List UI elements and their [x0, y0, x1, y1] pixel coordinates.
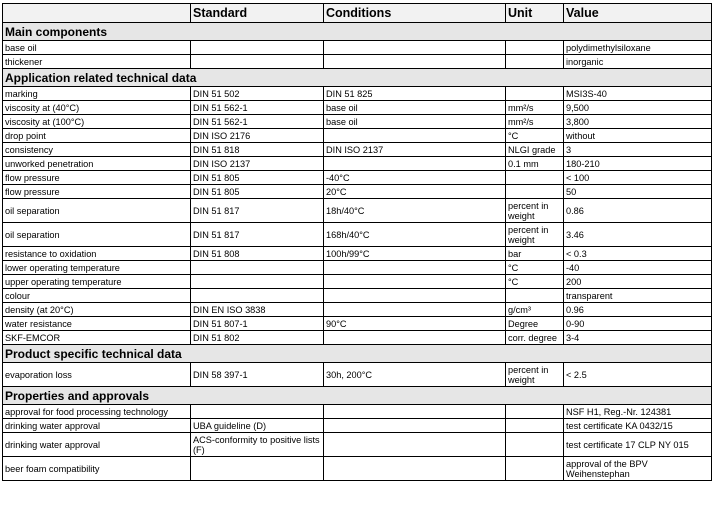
cell-standard: [191, 261, 324, 275]
cell-conditions: 168h/40°C: [324, 223, 506, 247]
cell-parameter: viscosity at (100°C): [3, 115, 191, 129]
cell-conditions: [324, 261, 506, 275]
table-row: [3, 331, 712, 345]
cell-parameter: oil separation: [3, 223, 191, 247]
cell-unit: 0.1 mm: [506, 157, 564, 171]
cell-value: 3,800: [564, 115, 712, 129]
cell-standard: UBA guideline (D): [191, 419, 324, 433]
section-header-row: [3, 23, 712, 41]
cell-unit: mm²/s: [506, 115, 564, 129]
cell-value: 50: [564, 185, 712, 199]
cell-standard: DIN 58 397-1: [191, 363, 324, 387]
cell-unit: [506, 419, 564, 433]
cell-standard: [191, 457, 324, 481]
header-row: [3, 4, 712, 23]
cell-value: NSF H1, Reg.-Nr. 124381: [564, 405, 712, 419]
cell-standard: DIN 51 817: [191, 199, 324, 223]
cell-value: approval of the BPV Weihenstephan: [564, 457, 712, 481]
cell-parameter: water resistance: [3, 317, 191, 331]
cell-standard: DIN 51 562-1: [191, 115, 324, 129]
cell-value: < 2.5: [564, 363, 712, 387]
cell-conditions: [324, 405, 506, 419]
header-unit: Unit: [506, 4, 564, 23]
cell-standard: DIN 51 807-1: [191, 317, 324, 331]
cell-unit: Degree: [506, 317, 564, 331]
cell-unit: mm²/s: [506, 101, 564, 115]
cell-conditions: [324, 331, 506, 345]
cell-standard: [191, 41, 324, 55]
cell-conditions: 90°C: [324, 317, 506, 331]
cell-unit: percent in weight: [506, 223, 564, 247]
cell-conditions: DIN 51 825: [324, 87, 506, 101]
cell-parameter: flow pressure: [3, 171, 191, 185]
table-row: [3, 185, 712, 199]
cell-standard: DIN 51 805: [191, 171, 324, 185]
cell-standard: DIN 51 502: [191, 87, 324, 101]
cell-parameter: viscosity at (40°C): [3, 101, 191, 115]
cell-value: 0.96: [564, 303, 712, 317]
table-row: [3, 275, 712, 289]
cell-conditions: DIN ISO 2137: [324, 143, 506, 157]
cell-parameter: SKF-EMCOR: [3, 331, 191, 345]
table-row: [3, 457, 712, 481]
cell-parameter: drinking water approval: [3, 433, 191, 457]
cell-conditions: base oil: [324, 115, 506, 129]
cell-standard: [191, 275, 324, 289]
cell-value: transparent: [564, 289, 712, 303]
cell-conditions: [324, 157, 506, 171]
section-title: Application related technical data: [3, 69, 712, 87]
cell-conditions: [324, 289, 506, 303]
cell-parameter: drop point: [3, 129, 191, 143]
cell-conditions: [324, 41, 506, 55]
cell-standard: DIN EN ISO 3838: [191, 303, 324, 317]
cell-value: 3-4: [564, 331, 712, 345]
cell-value: -40: [564, 261, 712, 275]
table-row: [3, 405, 712, 419]
cell-standard: [191, 405, 324, 419]
cell-value: polydimethylsiloxane: [564, 41, 712, 55]
table-row: [3, 363, 712, 387]
section-title: Product specific technical data: [3, 345, 712, 363]
table-row: [3, 101, 712, 115]
cell-parameter: approval for food processing technology: [3, 405, 191, 419]
cell-value: 9,500: [564, 101, 712, 115]
cell-value: 0-90: [564, 317, 712, 331]
cell-unit: [506, 171, 564, 185]
cell-conditions: [324, 433, 506, 457]
cell-standard: DIN 51 808: [191, 247, 324, 261]
header-conditions: Conditions: [324, 4, 506, 23]
cell-parameter: thickener: [3, 55, 191, 69]
cell-conditions: [324, 55, 506, 69]
table-row: [3, 129, 712, 143]
cell-value: < 100: [564, 171, 712, 185]
cell-parameter: base oil: [3, 41, 191, 55]
cell-unit: percent in weight: [506, 199, 564, 223]
section-title: Properties and approvals: [3, 387, 712, 405]
cell-value: 0.86: [564, 199, 712, 223]
cell-value: MSI3S-40: [564, 87, 712, 101]
cell-standard: DIN 51 805: [191, 185, 324, 199]
cell-value: inorganic: [564, 55, 712, 69]
table-row: [3, 433, 712, 457]
cell-parameter: oil separation: [3, 199, 191, 223]
cell-parameter: marking: [3, 87, 191, 101]
cell-parameter: evaporation loss: [3, 363, 191, 387]
cell-conditions: [324, 457, 506, 481]
cell-parameter: flow pressure: [3, 185, 191, 199]
section-header-row: [3, 387, 712, 405]
cell-standard: [191, 55, 324, 69]
table-row: [3, 41, 712, 55]
cell-unit: [506, 55, 564, 69]
cell-parameter: colour: [3, 289, 191, 303]
cell-value: < 0.3: [564, 247, 712, 261]
cell-unit: percent in weight: [506, 363, 564, 387]
table-row: [3, 143, 712, 157]
cell-unit: [506, 289, 564, 303]
cell-standard: DIN ISO 2176: [191, 129, 324, 143]
cell-standard: ACS-conformity to positive lists (F): [191, 433, 324, 457]
cell-unit: °C: [506, 275, 564, 289]
cell-parameter: drinking water approval: [3, 419, 191, 433]
cell-parameter: resistance to oxidation: [3, 247, 191, 261]
table-row: [3, 115, 712, 129]
cell-unit: g/cm³: [506, 303, 564, 317]
cell-standard: DIN 51 562-1: [191, 101, 324, 115]
cell-value: without: [564, 129, 712, 143]
table-row: [3, 419, 712, 433]
section-header-row: [3, 69, 712, 87]
cell-conditions: 30h, 200°C: [324, 363, 506, 387]
cell-standard: DIN 51 817: [191, 223, 324, 247]
cell-parameter: upper operating temperature: [3, 275, 191, 289]
cell-parameter: consistency: [3, 143, 191, 157]
cell-conditions: [324, 303, 506, 317]
cell-parameter: unworked penetration: [3, 157, 191, 171]
cell-conditions: base oil: [324, 101, 506, 115]
cell-parameter: beer foam compatibility: [3, 457, 191, 481]
header-parameter: [3, 4, 191, 23]
table-row: [3, 247, 712, 261]
cell-unit: [506, 87, 564, 101]
section-title: Main components: [3, 23, 712, 41]
cell-value: test certificate KA 0432/15: [564, 419, 712, 433]
cell-conditions: 100h/99°C: [324, 247, 506, 261]
cell-standard: DIN 51 818: [191, 143, 324, 157]
cell-conditions: [324, 129, 506, 143]
cell-value: 3: [564, 143, 712, 157]
table-row: [3, 261, 712, 275]
cell-conditions: 18h/40°C: [324, 199, 506, 223]
cell-conditions: [324, 419, 506, 433]
table-row: [3, 289, 712, 303]
cell-unit: bar: [506, 247, 564, 261]
table-row: [3, 87, 712, 101]
cell-unit: °C: [506, 129, 564, 143]
header-value: Value: [564, 4, 712, 23]
cell-value: 3.46: [564, 223, 712, 247]
table-row: [3, 223, 712, 247]
cell-conditions: 20°C: [324, 185, 506, 199]
table-row: [3, 303, 712, 317]
cell-unit: [506, 433, 564, 457]
header-standard: Standard: [191, 4, 324, 23]
cell-value: 200: [564, 275, 712, 289]
cell-parameter: density (at 20°C): [3, 303, 191, 317]
cell-unit: NLGI grade: [506, 143, 564, 157]
table-body: [3, 23, 712, 481]
section-header-row: [3, 345, 712, 363]
table-row: [3, 199, 712, 223]
cell-standard: [191, 289, 324, 303]
cell-unit: [506, 41, 564, 55]
cell-conditions: [324, 275, 506, 289]
cell-value: test certificate 17 CLP NY 015: [564, 433, 712, 457]
cell-unit: [506, 405, 564, 419]
table-row: [3, 157, 712, 171]
table-row: [3, 317, 712, 331]
cell-unit: corr. degree: [506, 331, 564, 345]
technical-data-table: [2, 3, 712, 481]
cell-conditions: -40°C: [324, 171, 506, 185]
cell-unit: [506, 457, 564, 481]
cell-value: 180-210: [564, 157, 712, 171]
cell-parameter: lower operating temperature: [3, 261, 191, 275]
cell-unit: °C: [506, 261, 564, 275]
cell-standard: DIN ISO 2137: [191, 157, 324, 171]
table-row: [3, 171, 712, 185]
cell-unit: [506, 185, 564, 199]
table-row: [3, 55, 712, 69]
cell-standard: DIN 51 802: [191, 331, 324, 345]
